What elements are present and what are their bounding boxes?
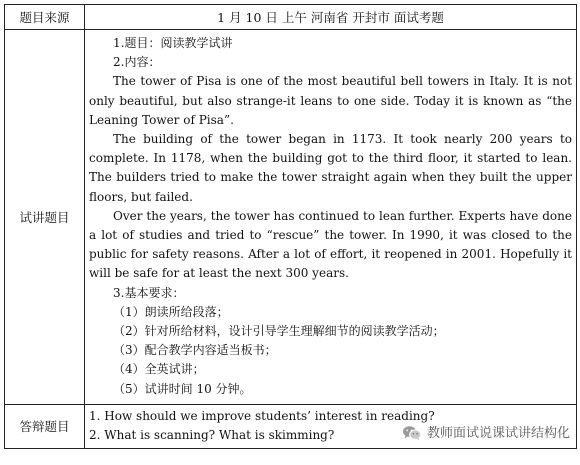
- defense-question: 2. What is scanning? What is skimming?: [89, 428, 335, 443]
- passage-paragraph: The building of the tower began in 1173. It took nearly 200 years to complete. In 1178, when the building got to the third floor, it started to lean. The builders tried to make the tower straight again when they built the upper floors, but failed.: [89, 132, 572, 204]
- requirement-item: （5）试讲时间 10 分钟。: [113, 381, 252, 396]
- source-value: 1 月 10 日 上午 河南省 开封市 面试考题: [85, 5, 577, 30]
- requirement-item: （4）全英试讲；: [113, 362, 205, 377]
- wechat-icon: [402, 425, 422, 441]
- source-label: 题目来源: [5, 5, 85, 30]
- requirement-item: （1）朗读所给段落；: [113, 304, 229, 319]
- requirement-item: （3）配合教学内容适当板书；: [113, 343, 277, 358]
- requirement-item: （2）针对所给材料，设计引导学生理解细节的阅读教学活动；: [113, 324, 445, 339]
- lecture-topic: 1.题目：阅读教学试讲: [113, 36, 233, 50]
- watermark: [402, 424, 570, 443]
- lecture-content: [85, 30, 577, 405]
- source-row: [5, 5, 577, 30]
- content-label: 2.内容：: [113, 55, 161, 70]
- defense-label: 答辩题目: [5, 404, 85, 448]
- defense-question: 1. How should we improve students’ interest in reading?: [89, 409, 435, 424]
- passage-paragraph: The tower of Pisa is one of the most beautiful bell towers in Italy. It is not only beautiful, but also strange-it leans to one side. Today it is known as “the Leaning Tower of Pisa”.: [89, 74, 572, 127]
- defense-content: [85, 404, 577, 448]
- watermark-text: 教师面试说课试讲结构化: [426, 425, 570, 441]
- passage-paragraph: Over the years, the tower has continued to lean further. Experts have done a lot of studies and tried to “rescue” the tower. In 1990, it was closed to the public for safety reasons. After a lot of effort, it reopened in 2001. Hopefully it will be safe for at least the next 300 years.: [89, 208, 572, 281]
- lecture-label: 试讲题目: [5, 30, 85, 405]
- exam-table: [4, 4, 577, 449]
- defense-row: [5, 404, 577, 448]
- lecture-row: [5, 30, 577, 405]
- requirements-label: 3.基本要求：: [113, 285, 185, 300]
